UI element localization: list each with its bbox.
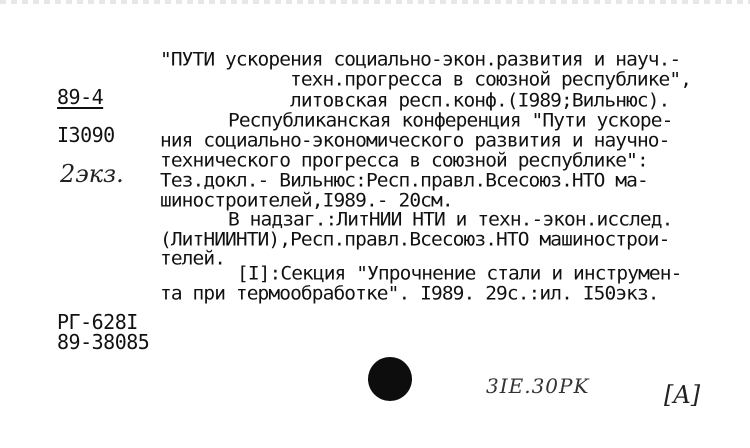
accession-number-2: 89-38085 xyxy=(57,330,150,354)
entry-line: Тез.докл.- Вильнюс:Респ.правл.Всесоюз.НТО ма- xyxy=(160,169,648,192)
entry-line: та при термообработке". I989. 29с.:ил. I50экз. xyxy=(160,282,659,305)
handwritten-bracket-mark: [A] xyxy=(664,381,701,409)
entry-line: "ПУТИ ускорения социально-экон.развития и науч.- xyxy=(160,48,681,71)
accession-number-1: РГ-628I xyxy=(57,310,138,334)
entry-line: [I]:Секция "Упрочнение стали и инструмен- xyxy=(237,262,682,285)
entry-line: (ЛитНИИНТИ),Респ.правл.Всесоюз.НТО машинострои- xyxy=(160,228,670,251)
entry-line: литовская респ.конф.(I989;Вильнюс). xyxy=(290,89,670,112)
entry-line: технического прогресса в союзной республике": xyxy=(160,149,648,172)
entry-line: техн.прогресса в союзной республике", xyxy=(290,68,692,91)
entry-line: шиностроителей,I989.- 20см. xyxy=(160,189,453,212)
entry-line: В надзаг.:ЛитНИИ НТИ и техн.-экон.исслед. xyxy=(228,208,673,231)
handwritten-mark: 2экз. xyxy=(60,160,124,188)
card-number: I3090 xyxy=(57,123,115,147)
handwritten-stamp-code: 3IE.30PK xyxy=(486,374,590,398)
top-edge-marks xyxy=(0,0,750,4)
punch-hole xyxy=(368,357,412,401)
card-code: 89-4 xyxy=(57,85,104,109)
entry-line: ния социально-экономического развития и научно- xyxy=(160,129,670,152)
entry-line: Республиканская конференция "Пути ускоре- xyxy=(228,109,673,132)
entry-line: телей. xyxy=(160,247,226,270)
